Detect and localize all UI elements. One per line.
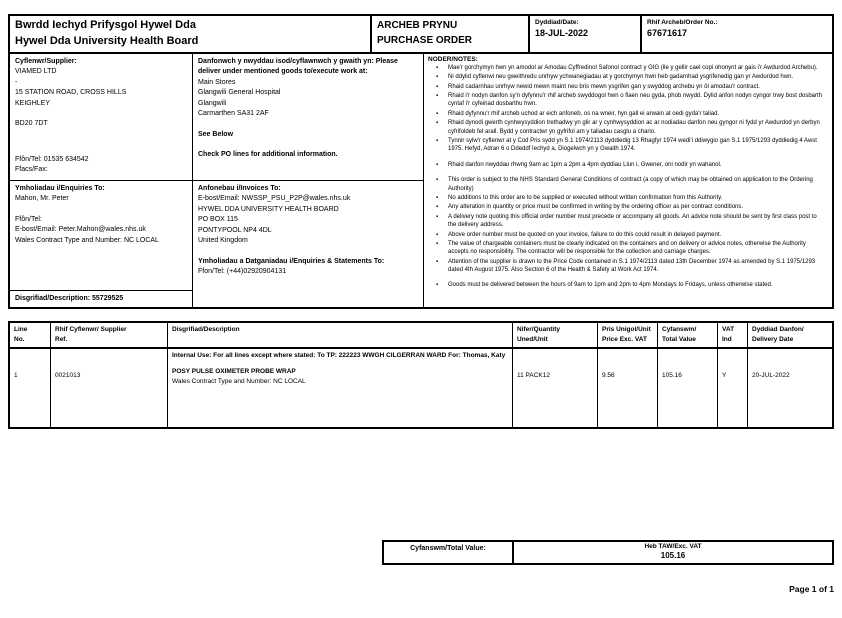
supplier-name: VIAMED LTD (15, 68, 57, 76)
description-contract: Wales Contract Type and Number: NC LOCAL (172, 378, 306, 386)
enquiries-email: E-bost/Email: Peter.Mahon@wales.nhs.uk (15, 226, 146, 234)
total-amount: 105.16 (660, 551, 686, 561)
supplier-box (10, 54, 192, 181)
cell-supplier-ref: 0021013 (50, 349, 167, 427)
col-header-quantity: Nifer/Quantity Uned/Unit (512, 323, 597, 347)
description-internal-use: Internal Use: For all lines except where stated: To TP: 222223 WWGH CILGERRAN WARD For: Thomas, Katy (172, 351, 506, 359)
note-english: ▪ A delivery note quoting this official order number must precede or accompany all goods. An advice note should be sent by first class post to the delivery address. (434, 213, 824, 230)
note-english: ▪ Attention of the supplier is drawn to the Price Code contained in S.1 1974/2113 dated 13th December 1974 as amended by S.1 1975/1293 dated 4th August 1975. Also Section 6 of the Health & Safety at Work Act 1974. (434, 258, 824, 275)
order-number-value: 67671617 (647, 28, 688, 39)
notes-label: NODER/NOTES: (428, 55, 478, 63)
invoices-name: HYWEL DDA UNIVERSITY HEALTH BOARD (198, 205, 339, 213)
line-items-table (8, 321, 834, 429)
supplier-address-2: KEIGHLEY (15, 99, 51, 107)
supplier-address-1: 15 STATION ROAD, CROSS HILLS (15, 89, 127, 97)
order-date-value: 18-JUL-2022 (535, 28, 589, 39)
invoices-town: PONTYPOOL NP4 4DL (198, 226, 272, 234)
exc-vat-label: Heb TAW/Exc. VAT (644, 543, 702, 550)
order-number-label: Rhif Archeb/Order No.: (647, 19, 718, 26)
delivery-check-note: Check PO lines for additional information. (198, 151, 338, 159)
delivery-label: Danfonwch y nwyddau isod/cyflawnwch y gwaith yn: Please deliver under mentioned goods to/execute work at: (198, 57, 398, 76)
col-header-delivery-date: Dyddiad Danfon/ Delivery Date (747, 323, 832, 347)
delivery-line-4: Carmarthen SA31 2AF (198, 110, 269, 118)
document-title (370, 16, 528, 52)
col-header-supplier-ref: Rhif Cyflenwr/ Supplier Ref. (50, 323, 167, 347)
notes-box (423, 54, 832, 308)
cell-delivery-date: 20-JUL-2022 (747, 349, 832, 427)
col-header-description: Disgrifiad/Description (167, 323, 512, 347)
note-english: ▪ This order is subject to the NHS Standard General Conditions of contract (a copy of which may be obtained on application to the Ordering Authority) (434, 176, 824, 193)
enquiries-contact: Mahon, Mr. Peter (15, 195, 69, 203)
note-welsh: ▪ Mae'r gorchymyn hwn yn amodol ar Amodau Cyffredinol Safonol contract y GIG (lle y gellir cael copi ohonynt ar gais i'r Awdurdod Archebu). (434, 64, 824, 72)
supplier-fax: Ffacs/Fax: (15, 166, 48, 174)
cell-description (167, 349, 512, 427)
statements-label: Ymholiadau a Datganiadau i/Enquiries & Statements To: (198, 257, 385, 265)
note-welsh: ▪ Rhaid i'r nodyn danfon sy'n dyfynnu'r rhif archeb swyddogol hwn o flaen neu gyda, phob nwydd. Dylid anfon nodyn cyngor trwy bost dosbarth cyntaf i'r cyfeiriad dosbarthu hwn. (434, 92, 824, 109)
info-section (8, 54, 834, 310)
invoices-box (193, 181, 423, 308)
cell-quantity: 11 PACK12 (512, 349, 597, 427)
col-header-unit-price: Pris Unigol/Unit Price Exc. VAT (597, 323, 657, 347)
order-date-box (528, 16, 640, 52)
invoices-country: United Kingdom (198, 237, 248, 245)
order-date-label: Dyddiad/Date: (535, 19, 579, 26)
description-ref: Disgrifiad/Description: 55729525 (15, 294, 124, 302)
cell-line-no: 1 (14, 371, 18, 379)
invoices-label: Anfonebau i/Invoices To: (198, 184, 281, 192)
org-name-english: Hywel Dda University Health Board (15, 34, 199, 47)
cell-total-value: 105.16 (657, 349, 717, 427)
delivery-see-below: See Below (198, 130, 234, 138)
doc-title-english: PURCHASE ORDER (377, 35, 473, 46)
delivery-line-1: Main Stores (198, 78, 236, 86)
note-welsh: ▪ Tynnir sylw'r cyflenwr at y Cod Pris sydd yn S.1 1974/2113 dyddiedig 13 Rhagfyr 1974 wedi'i ddiwygio gan S.1 1975/1293 dyddiedig 4 Awst 1975. Hefyd, Adran 6 o Ddeddf Iechyd a, Diogelwch yn y Gwaith 1974. (434, 137, 824, 154)
note-welsh: ▪ Ni ddylid cyflenwi neu gweithredu unrhyw ychwanegiadau at y gorchymyn hwn heb gadarnhad ysgrifenedig gan yr Awdurdod hwn. (434, 73, 824, 81)
doc-title-welsh: ARCHEB PRYNU (377, 20, 458, 31)
note-english: ▪ The value of chargeable containers must be clearly indicated on the containers and on delivery or advice notes, otherwise the Authority accepts no responsibility. The contractor will be responsible for the collection and carriage charges. (434, 240, 824, 257)
description-item-name: POSY PULSE OXIMETER PROBE WRAP (172, 367, 296, 375)
notes-list (428, 64, 828, 290)
enquiries-phone: Ffôn/Tel: (15, 215, 42, 223)
enquiries-label: Ymholiadau i/Enquiries To: (15, 184, 105, 192)
order-number-box (640, 16, 832, 52)
delivery-line-3: Glangwili (198, 99, 227, 107)
total-value-box (512, 542, 832, 563)
note-english: ▪ Any alteration in quantity or price must be confirmed in writing by the ordering officer as per contract conditions. (434, 203, 824, 211)
totals-bar (382, 540, 834, 565)
cell-unit-price: 9.56 (597, 349, 657, 427)
document-header (8, 14, 834, 54)
org-name (10, 16, 370, 52)
delivery-box (193, 54, 423, 181)
supplier-postcode: BD20 7DT (15, 120, 48, 128)
enquiries-contract: Wales Contract Type and Number: NC LOCAL (15, 236, 159, 244)
note-welsh: ▪ Rhaid danfon nwyddau rhwng 9am ac 1pm a 2pm a 4pm dyddiau Llun i, Gwener, oni nodir yn wahanol. (434, 161, 824, 169)
note-welsh: ▪ Rhaid dyfynnu'r rhif archeb uchod ar eich anfoneb, os na wneir, hyn gall ei arwain at oedi gyda'r taliad. (434, 110, 824, 118)
total-value-label: Cyfanswm/Total Value: (410, 545, 486, 552)
org-name-welsh: Bwrdd Iechyd Prifysgol Hywel Dda (15, 19, 196, 31)
col-header-line-no: Line No. (14, 326, 28, 344)
col-header-total-value: Cyfanswm/ Total Value (657, 323, 717, 347)
invoices-email: E-bost/Email: NWSSP_PSU_P2P@wales.nhs.uk (198, 195, 351, 203)
enquiries-box (10, 181, 192, 291)
cell-vat-ind: Y (717, 349, 747, 427)
purchase-order-document (8, 14, 834, 429)
table-header-row (10, 323, 832, 349)
invoices-pobox: PO BOX 115 (198, 216, 238, 224)
table-row (10, 349, 832, 427)
delivery-line-2: Glangwili General Hospital (198, 89, 281, 97)
supplier-phone: Ffôn/Tel: 01535 634542 (15, 155, 89, 163)
note-welsh: ▪ Rhaid cadarnhau unrhyw newid mewn maint neu bris mewn ysgrifen gan y swyddog archebu yn ôl amodau'r contract. (434, 83, 824, 91)
supplier-dash: - (15, 78, 18, 86)
note-welsh: ▪ Rhaid dynodi gwerth cynhwysyddion trethadwy yn glir ar y cynhwysyddion ac ar nodiadau danfon neu gyngor ni fydd yr Awdurdod yn derbyn cyfrifoldeb fel arall. Bydd y contractwr yn gyfrifol am y taliadau casglu a chario. (434, 119, 824, 136)
note-english: ▪ Above order number must be quoted on your invoice, failure to do this could result in delayed payment. (434, 231, 824, 239)
statements-phone: Ffon/Tel: (+44)02920904131 (198, 268, 287, 276)
col-header-vat-ind: VAT Ind (717, 323, 747, 347)
supplier-label: Cyflenwr/Supplier: (15, 57, 77, 65)
note-english: ▪ Goods must be delivered between the hours of 9am to 1pm and 2pm to 4pm Mondays to Fridays, unless otherwise stated. (434, 281, 824, 289)
page-number: Page 1 of 1 (789, 584, 834, 594)
note-english: ▪ No additions to this order are to be supplied or executed without written confirmation from this Authority. (434, 194, 824, 202)
